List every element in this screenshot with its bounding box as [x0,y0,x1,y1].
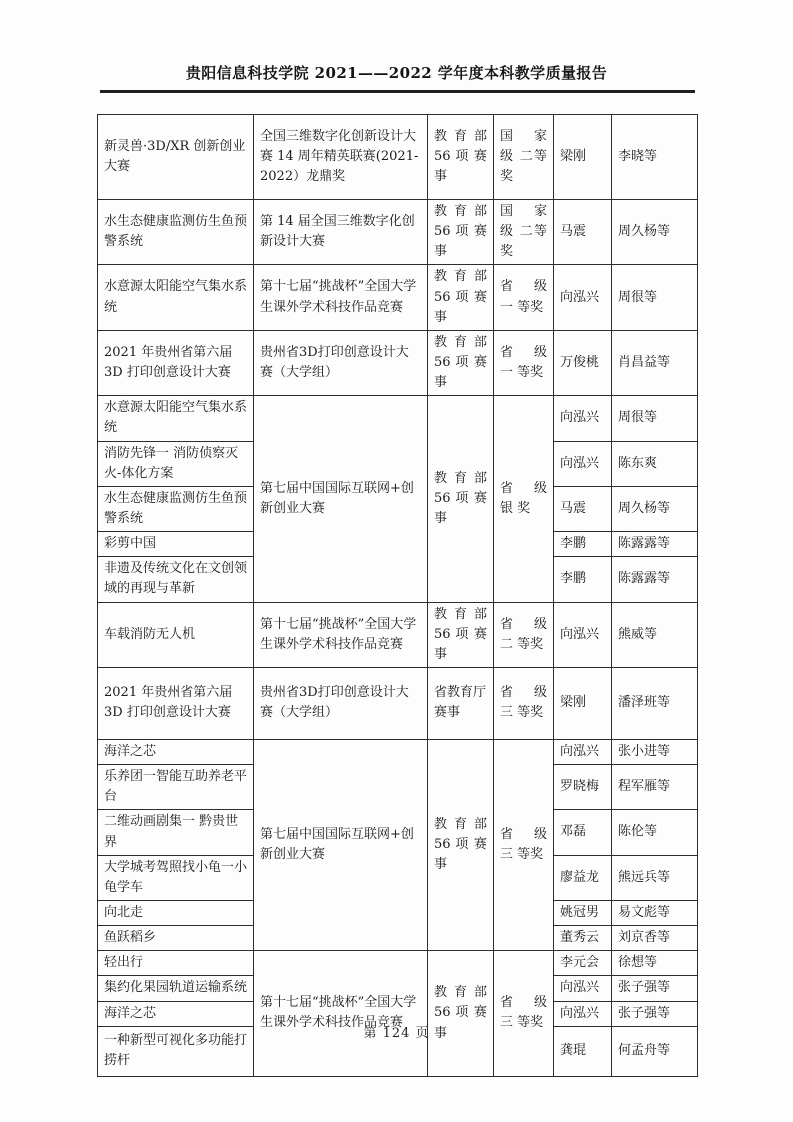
cell-project-name: 水生态健康监测仿生鱼预警系统 [98,486,254,531]
cell-student-names: 周久杨等 [612,200,698,265]
cell-project-name: 海洋之芯 [98,739,254,764]
cell-project-name: 水意源太阳能空气集水系统 [98,265,254,330]
cell-competition-category: 教 育 部 56 项 赛 事 [428,200,494,265]
cell-student-names: 潘泽班等 [612,667,698,739]
table-row [98,200,698,265]
cell-advisor-name: 罗晓梅 [554,765,612,810]
table-row [98,951,698,976]
cell-advisor-name: 邓磊 [554,810,612,855]
cell-award-level: 省 级 一 等奖 [494,330,554,395]
cell-project-name: 大学城考驾照找小龟一小龟学车 [98,855,254,900]
cell-award-level: 省 级 一 等奖 [494,265,554,330]
cell-advisor-name: 李鹏 [554,557,612,602]
cell-student-names: 徐想等 [612,951,698,976]
cell-project-name: 海洋之芯 [98,1001,254,1026]
cell-advisor-name: 向泓兴 [554,265,612,330]
cell-student-names: 张子强等 [612,1001,698,1026]
cell-student-names: 张子强等 [612,976,698,1001]
cell-competition-name: 第十七届“挑战杯”全国大学生课外学术科技作品竞赛 [254,951,428,1076]
cell-project-name: 向北走 [98,900,254,925]
cell-student-names: 陈露露等 [612,532,698,557]
header-divider-line [100,90,695,93]
cell-project-name: 非遗及传统文化在文创领域的再现与革新 [98,557,254,602]
cell-advisor-name: 梁刚 [554,115,612,200]
cell-student-names: 熊威等 [612,602,698,667]
cell-project-name: 二维动画剧集一 黔贵世界 [98,810,254,855]
cell-student-names: 陈露露等 [612,557,698,602]
cell-project-name: 车载消防无人机 [98,602,254,667]
cell-advisor-name: 李元会 [554,951,612,976]
cell-competition-category: 省教育厅赛事 [428,667,494,739]
cell-advisor-name: 梁刚 [554,667,612,739]
cell-competition-category: 教 育 部 56 项 赛 事 [428,115,494,200]
cell-competition-category: 教 育 部 56 项 赛 事 [428,330,494,395]
cell-student-names: 周久杨等 [612,486,698,531]
cell-competition-name: 第十七届“挑战杯”全国大学生课外学术科技作品竞赛 [254,602,428,667]
table-row [98,739,698,764]
cell-project-name: 新灵兽·3D/XR 创新创业大赛 [98,115,254,200]
cell-award-level: 省 级 银 奖 [494,396,554,602]
cell-advisor-name: 廖益龙 [554,855,612,900]
table-row [98,602,698,667]
cell-student-names: 周很等 [612,396,698,441]
cell-student-names: 陈东爽 [612,441,698,486]
cell-competition-name: 贵州省3D打印创意设计大赛（大学组） [254,330,428,395]
cell-competition-name: 第 14 届全国三维数字化创新设计大赛 [254,200,428,265]
cell-student-names: 肖昌益等 [612,330,698,395]
cell-project-name: 2021 年贵州省第六届 3D 打印创意设计大赛 [98,667,254,739]
cell-project-name: 消防先锋一 消防侦察灭火-体化方案 [98,441,254,486]
cell-advisor-name: 李鹏 [554,532,612,557]
cell-competition-name: 贵州省3D打印创意设计大赛（大学组） [254,667,428,739]
cell-project-name: 彩剪中国 [98,532,254,557]
cell-competition-category: 教 育 部 56 项 赛 事 [428,602,494,667]
cell-competition-name: 第七届中国国际互联网+创新创业大赛 [254,739,428,950]
table-row [98,265,698,330]
cell-project-name: 水生态健康监测仿生鱼预警系统 [98,200,254,265]
cell-student-names: 程军雁等 [612,765,698,810]
cell-award-level: 国 家 级 二等奖 [494,115,554,200]
table-row [98,396,698,441]
page-footer: 第 124 页 [363,1026,430,1041]
cell-project-name: 鱼跃稻乡 [98,926,254,951]
cell-competition-category: 教 育 部 56 项 赛 事 [428,265,494,330]
cell-award-level: 省 级 三 等奖 [494,951,554,1076]
table-row [98,330,698,395]
cell-advisor-name: 万俊桃 [554,330,612,395]
cell-project-name: 集约化果园轨道运输系统 [98,976,254,1001]
cell-student-names: 易文彪等 [612,900,698,925]
cell-student-names: 周很等 [612,265,698,330]
cell-project-name: 2021 年贵州省第六届 3D 打印创意设计大赛 [98,330,254,395]
cell-student-names: 何孟舟等 [612,1026,698,1076]
cell-advisor-name: 向泓兴 [554,396,612,441]
report-header-title: 贵阳信息科技学院 2021——2022 学年度本科教学质量报告 [185,64,608,82]
cell-student-names: 李晓等 [612,115,698,200]
cell-advisor-name: 向泓兴 [554,976,612,1001]
awards-table [97,114,698,1077]
cell-competition-category: 教 育 部 56 项 赛 事 [428,739,494,950]
cell-advisor-name: 向泓兴 [554,739,612,764]
cell-competition-name: 第七届中国国际互联网+创新创业大赛 [254,396,428,602]
cell-competition-name: 全国三维数字化创新设计大赛 14 周年精英联赛(2021-2022）龙鼎奖 [254,115,428,200]
table-row [98,115,698,200]
cell-advisor-name: 董秀云 [554,926,612,951]
cell-advisor-name: 龚琨 [554,1026,612,1076]
cell-advisor-name: 马震 [554,486,612,531]
cell-award-level: 省 级 二 等奖 [494,602,554,667]
cell-student-names: 张小进等 [612,739,698,764]
cell-award-level: 省 级 三 等奖 [494,667,554,739]
cell-competition-category: 教 育 部 56 项 赛 事 [428,951,494,1076]
cell-award-level: 省 级 三 等奖 [494,739,554,950]
cell-advisor-name: 马震 [554,200,612,265]
cell-award-level: 国 家 级 二等奖 [494,200,554,265]
cell-advisor-name: 向泓兴 [554,441,612,486]
cell-competition-name: 第十七届“挑战杯”全国大学生课外学术科技作品竞赛 [254,265,428,330]
cell-project-name: 乐养团一智能互助养老平台 [98,765,254,810]
cell-project-name: 水意源太阳能空气集水系统 [98,396,254,441]
cell-student-names: 陈伦等 [612,810,698,855]
cell-advisor-name: 向泓兴 [554,1001,612,1026]
cell-project-name: 轻出行 [98,951,254,976]
cell-advisor-name: 向泓兴 [554,602,612,667]
cell-project-name: 一种新型可视化多功能打捞杆 [98,1026,254,1076]
cell-student-names: 熊远兵等 [612,855,698,900]
cell-advisor-name: 姚冠男 [554,900,612,925]
cell-student-names: 刘京香等 [612,926,698,951]
table-row [98,667,698,739]
cell-competition-category: 教 育 部 56 项 赛 事 [428,396,494,602]
